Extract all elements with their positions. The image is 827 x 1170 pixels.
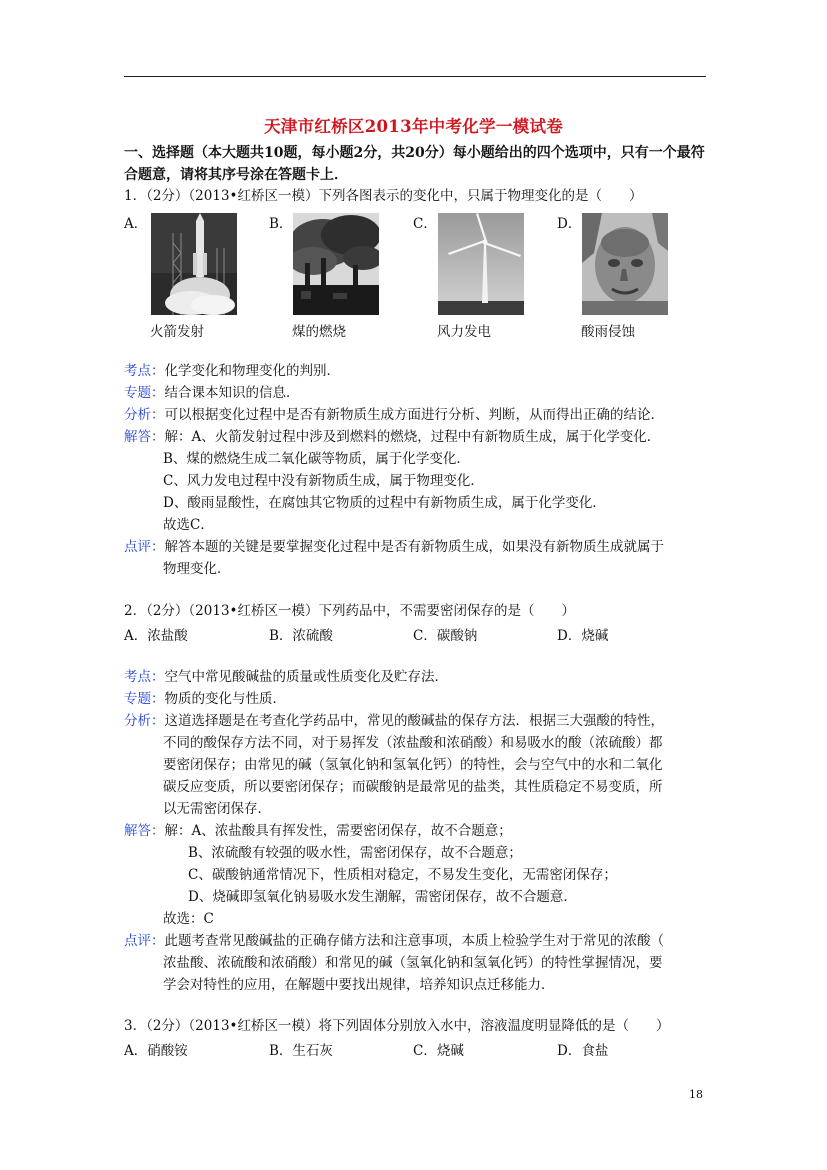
q2-option-c: C．碳酸钠 xyxy=(413,628,478,644)
q2-fenxi-label: 分析： xyxy=(124,713,165,729)
q1-option-d-letter: D． xyxy=(557,216,582,232)
q3-stem: 3．（2分）（2013•红桥区一模）将下列固体分别放入水中，溶液温度明显降低的是（ ） xyxy=(124,1018,670,1034)
q2-fenxi-line: 不同的酸保存方法不同，对于易挥发（浓盐酸和浓硝酸）和易吸水的酸（浓硫酸）都 xyxy=(163,735,663,751)
q1-jieda-label: 解答： xyxy=(124,429,165,445)
q2-zhuanti-text: 物质的变化与性质． xyxy=(164,691,286,707)
section-heading: 一、选择题（本大题共10题，每小题2分，共20分）每小题给出的四个选项中，只有一个最符合题意，请将其序号涂在答题卡上． xyxy=(124,145,705,183)
q1-jieda-line: B、煤的燃烧生成二氧化碳等物质，属于化学变化． xyxy=(163,451,470,467)
q2-stem: 2．（2分）（2013•红桥区一模）下列药品中，不需要密闭保存的是（ ） xyxy=(124,603,575,619)
q1-kaodian-label: 考点： xyxy=(124,363,165,379)
q1-fenxi-label: 分析： xyxy=(124,407,165,423)
page-title: 天津市红桥区2013年中考化学一模试卷 xyxy=(263,117,564,136)
q2-fenxi-line: 这道选择题是在考查化学药品中，常见的酸碱盐的保存方法．根据三大强酸的特性， xyxy=(164,713,664,729)
q2-fenxi-line: 碳反应变质，所以要密闭保存；而碳酸钠是最常见的盐类，其性质稳定不易变质，所 xyxy=(163,779,663,795)
q2-dianping-line: 学会对特性的应用，在解题中要找出规律，培养知识点迁移能力． xyxy=(163,977,555,993)
q2-jieda-line: 故选：C xyxy=(163,911,214,927)
q2-dianping-label: 点评： xyxy=(124,933,165,949)
q2-kaodian-text: 空气中常见酸碱盐的质量或性质变化及贮存法． xyxy=(164,669,448,685)
q1-option-a-caption: 火箭发射 xyxy=(150,324,204,340)
q1-dianping-line: 物理变化． xyxy=(163,561,231,577)
q1-zhuanti-text: 结合课本知识的信息． xyxy=(164,385,300,401)
q2-fenxi-line: 以无需密闭保存． xyxy=(163,801,271,817)
q1-jieda-line: C、风力发电过程中没有新物质生成，属于物理变化． xyxy=(163,473,484,489)
q2-jieda-line: B、浓硫酸有较强的吸水性，需密闭保存，故不合题意； xyxy=(188,845,522,861)
q3-option-a: A．硝酸铵 xyxy=(124,1043,188,1059)
factory-smoke-photo xyxy=(293,213,379,315)
q1-option-d-caption: 酸雨侵蚀 xyxy=(581,324,635,340)
q1-option-b-letter: B． xyxy=(269,216,293,232)
q2-dianping-line: 此题考查常见酸碱盐的正确存储方法和注意事项，本质上检验学生对于常见的浓酸（ xyxy=(164,933,664,949)
eroded-statue-photo xyxy=(582,213,668,315)
page-number: 18 xyxy=(689,1088,703,1101)
q3-option-c: C．烧碱 xyxy=(413,1043,464,1059)
q1-option-b-caption: 煤的燃烧 xyxy=(292,324,346,340)
q2-option-a: A．浓盐酸 xyxy=(124,628,188,644)
q2-jieda-line: C、碳酸钠通常情况下，性质相对稳定，不易发生变化，无需密闭保存； xyxy=(188,867,617,883)
q3-option-d: D．食盐 xyxy=(557,1043,609,1059)
q1-dianping-label: 点评： xyxy=(124,539,165,555)
q2-jieda-line: 解：A、浓盐酸具有挥发性，需要密闭保存，故不合题意； xyxy=(164,823,512,839)
q2-fenxi-line: 要密闭保存；由常见的碱（氢氧化钠和氢氧化钙）的特性，会与空气中的水和二氧化 xyxy=(163,757,663,773)
q1-jieda-line: 故选C． xyxy=(163,517,214,533)
q1-fenxi-text: 可以根据变化过程中是否有新物质生成方面进行分析、判断，从而得出正确的结论． xyxy=(164,407,664,423)
q2-kaodian-label: 考点： xyxy=(124,669,165,685)
q2-zhuanti-label: 专题： xyxy=(124,691,165,707)
q1-dianping-line: 解答本题的关键是要掌握变化过程中是否有新物质生成，如果没有新物质生成就属于 xyxy=(164,539,664,555)
rocket-launch-photo xyxy=(151,213,237,315)
q3-option-b: B．生石灰 xyxy=(269,1043,333,1059)
q1-jieda-line: D、酸雨显酸性，在腐蚀其它物质的过程中有新物质生成，属于化学变化． xyxy=(163,495,606,511)
q2-jieda-line: D、烧碱即氢氧化钠易吸水发生潮解，需密闭保存，故不合题意． xyxy=(188,889,577,905)
q2-option-b: B．浓硫酸 xyxy=(269,628,333,644)
q1-jieda-line: 解：A、火箭发射过程中涉及到燃料的燃烧，过程中有新物质生成，属于化学变化． xyxy=(164,429,661,445)
q2-dianping-line: 浓盐酸、浓硫酸和浓硝酸）和常见的碱（氢氧化钠和氢氧化钙）的特性掌握情况，要 xyxy=(163,955,663,971)
header-rule xyxy=(124,76,706,77)
q1-zhuanti-label: 专题： xyxy=(124,385,165,401)
q1-option-c-letter: C． xyxy=(413,216,437,232)
q1-option-a-letter: A． xyxy=(124,216,148,232)
q1-kaodian-text: 化学变化和物理变化的判别． xyxy=(164,363,340,379)
q1-option-c-caption: 风力发电 xyxy=(437,324,491,340)
wind-turbine-photo xyxy=(438,213,524,315)
q2-option-d: D．烧碱 xyxy=(557,628,609,644)
q2-jieda-label: 解答： xyxy=(124,823,165,839)
q1-stem: 1．（2分）（2013•红桥区一模）下列各图表示的变化中，只属于物理变化的是（ ） xyxy=(124,188,643,204)
